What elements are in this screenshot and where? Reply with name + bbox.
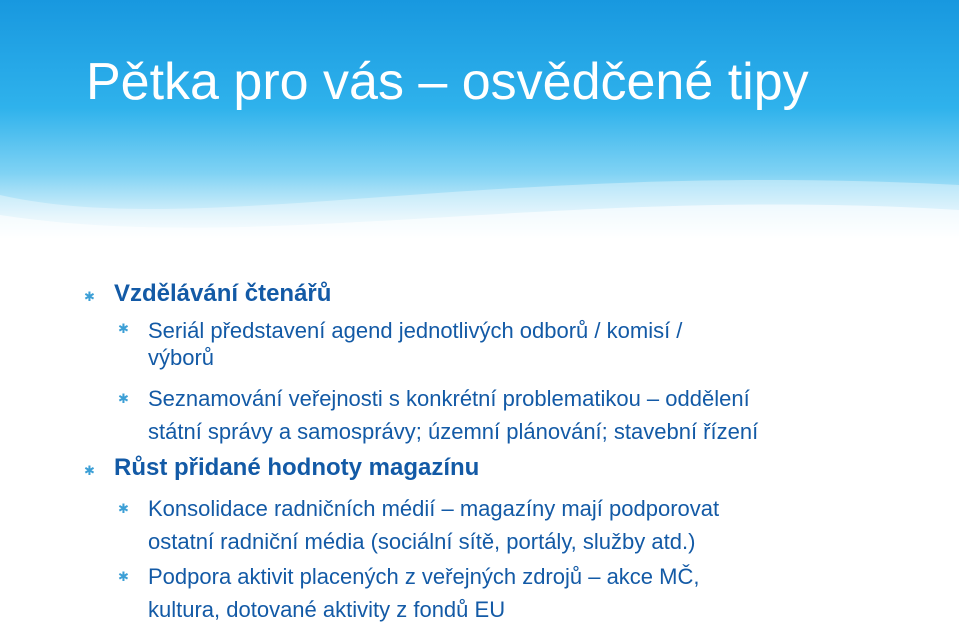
list-item-line: Seznamování veřejnosti s konkrétní problematikou – oddělení xyxy=(148,386,750,411)
list-item-line: kultura, dotované aktivity z fondů EU xyxy=(148,597,506,622)
list-item-line: státní správy a samosprávy; územní plánování; stavební řízení xyxy=(148,419,759,444)
list-item-line: Konsolidace radničních médií – magazíny mají podporovat xyxy=(148,496,720,521)
section-heading: Vzdělávání čtenářů xyxy=(114,280,332,307)
asterisk-icon: ✱ xyxy=(118,501,129,516)
list-item-line: Seriál představení agend jednotlivých odborů / komisí / xyxy=(148,318,683,343)
list-item-line: výborů xyxy=(148,345,215,370)
asterisk-icon: ✱ xyxy=(118,321,129,336)
asterisk-icon: ✱ xyxy=(84,289,95,304)
header-wave-decoration xyxy=(0,140,959,250)
list-item xyxy=(148,492,868,558)
asterisk-icon: ✱ xyxy=(118,569,129,584)
list-item-line: ostatní radniční média (sociální sítě, portály, služby atd.) xyxy=(148,529,696,554)
list-item xyxy=(148,382,868,448)
asterisk-icon: ✱ xyxy=(84,463,95,478)
slide-header xyxy=(0,0,959,240)
slide-title: Pětka pro vás – osvědčené tipy xyxy=(86,53,809,111)
list-item xyxy=(148,314,868,374)
list-item-line: Podpora aktivit placených z veřejných zdrojů – akce MČ, xyxy=(148,564,700,589)
section-heading: Růst přidané hodnoty magazínu xyxy=(114,454,480,481)
list-item xyxy=(148,560,868,622)
asterisk-icon: ✱ xyxy=(118,391,129,406)
